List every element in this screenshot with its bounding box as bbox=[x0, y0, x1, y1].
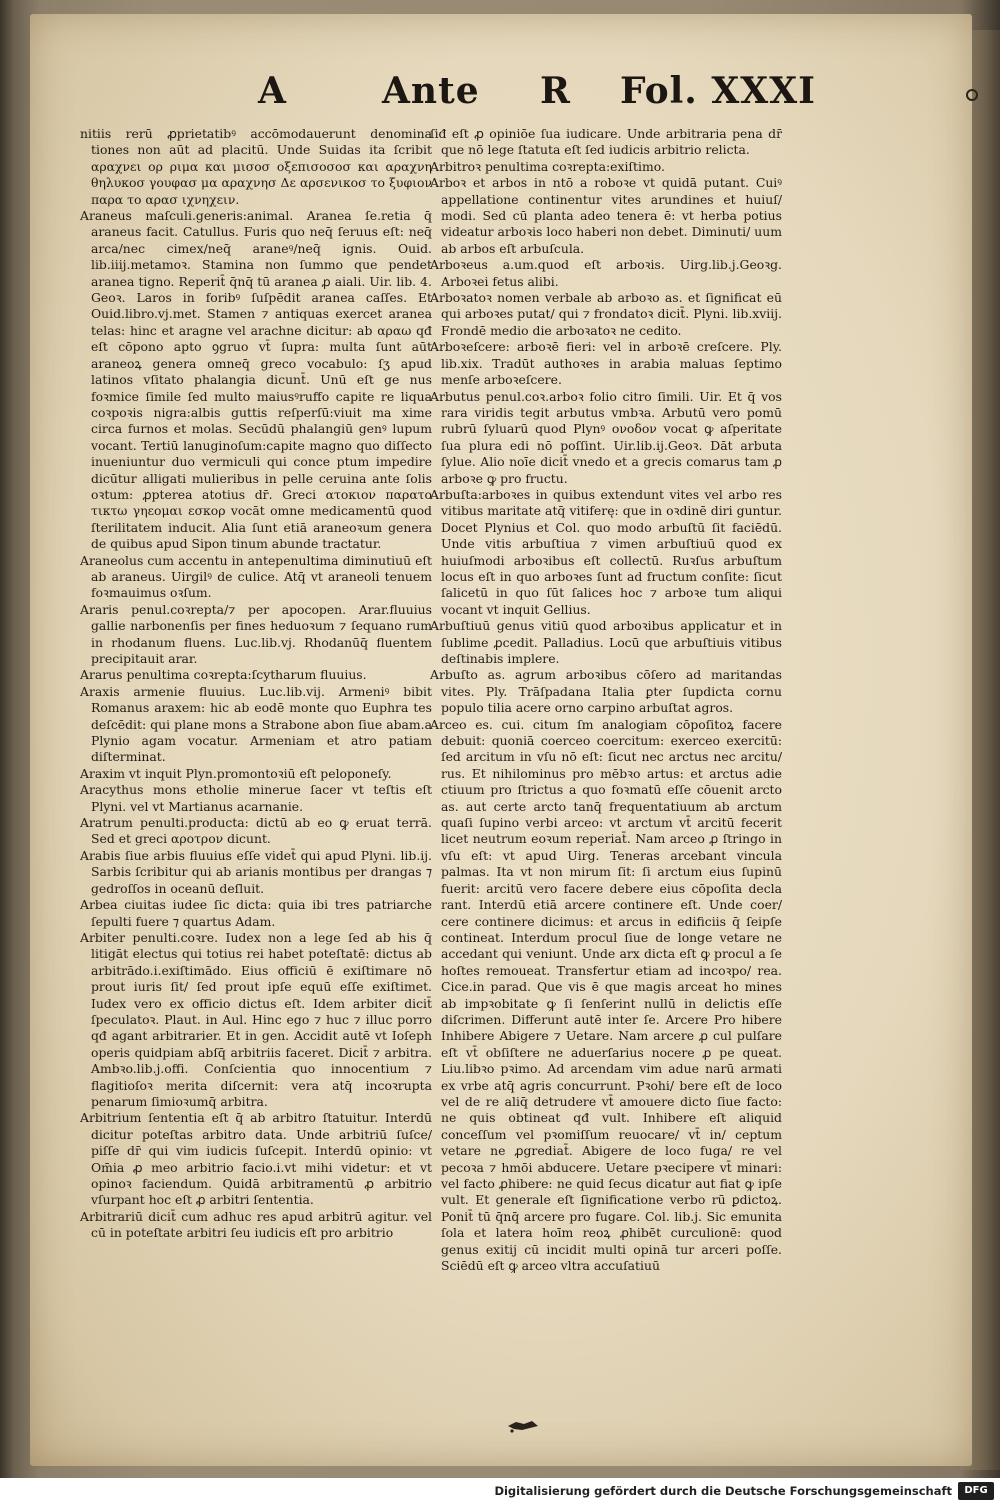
entry-arborator: Arboꝛatoꝛ nomen verbale ab arboꝛo as. et ſignificat eū qui arboꝛes putat/ qui ⁊ frondatoꝛ dicit̄. Plyni. lib.xviij. Frondē medio die arboꝛatoꝛ ne cedito. bbox=[430, 290, 782, 338]
entry-araneolus: Araneolus cum accentu in antepenultima diminutiuū eſt ab araneus. Uirgilꝰ de culice. Atq̄ vt araneoli tenuem foꝛmauimus oꝛſum. bbox=[80, 552, 432, 601]
entry-aratrum: Aratrum penulti.producta: dictū ab eo ꝙ eruat terrā. Sed et greci αροτρον dicunt. bbox=[80, 815, 432, 847]
entry-araris: Araris penul.coꝛrepta/⁊ per apocopen. Arar.fluuius gallie narbonenſis per fines heduoꝛum ⁊ ſequano rum in rhodanum fluens. Luc.lib.vj. Rhodanūq̄ fluentem precipitauit arar. bbox=[80, 601, 432, 666]
entry-arbutus: Arbutus penul.coꝛ.arboꝛ folio citro ſimili. Uir. Et q̄ vos rara viridis tegit arbutus vmbꝛa. Arbutū vero pomū rubrū ſyluarū quod Plynꝰ ονοδον vocat ꝙ aſperitate ſua plura edi nō poſſint. Uir.lib.ij.Geoꝛ. Dāt arbuta ſylue. Alio noīe dicit̄ vnedo et a grecis comarus tam ꝓ arboꝛe ꝙ pro fructu. bbox=[430, 388, 782, 486]
text-column-left bbox=[80, 126, 432, 1242]
entry-arbiter: Arbiter penulti.coꝛre. Iudex non a lege ſed ab his q̄ litigāt electus qui totius rei habet poteſtatē: dictus ab arbitrādo.i.exiſtimādo. Eius officiū ē exiſtimare nō prout iuris ſit/ ſed prout ipſe equū eſſe exiſtimet. Iudex vero ex officio dictus eſt. Idem arbiter dicit̄ ſpeculatoꝛ. Plaut. in Aul. Hinc ego ⁊ huc ⁊ illuc porro qđ agant arbitrarier. Et in gen. Accidit autē vt Ioſeph operis quidpiam abſq̄ arbitriis faceret. Dicit̄ ⁊ arbitra. Ambꝛo.lib.j.offi. Conſcientia quo innocentium ⁊ flagitioſoꝛ merita diſcernit: vera atq̄ incoꝛrupta penarum ſimioꝛumq̄ arbitra. bbox=[80, 929, 432, 1109]
entry-aracythus: Aracythus mons etholie minerue ſacer vt teſtis eſt Plyni. vel vt Martianus acarnanie. bbox=[80, 782, 432, 814]
entry-arabis: Arabis ſiue arbis fluuius eſſe videt̄ qui apud Plyni. lib.ij. Sarbis ſcribitur qui ab arianis montibus per drangas ⁊ gedroſſos in oceanū deſluit. bbox=[80, 847, 432, 896]
page-hole-mark bbox=[966, 89, 978, 101]
entry-arbusto: Arbuſto as. agrum arboꝛibus cōſero ad maritandas vites. Ply. Trāſpadana Italia ꝑter ſupdicta cornu populo tilia acere orno carpino arbuſtat agros. bbox=[430, 667, 782, 716]
printer-ornament-icon bbox=[506, 1418, 540, 1434]
entry-arbitrium: Arbitrium ſententia eſt q̄ ab arbitro ſtatuitur. Interdū dicitur poteſtas arbitro data. Unde arbitriū ſuſce/ piſſe dr̄ qui vim iudicis ſuſcepit. Interdū opinio: vt Om̄ia ꝓ meo arbitrio facio.i.vt mihi videtur: et vt opinoꝛ faciendum. Quidā arbitramentū ꝓ arbitrio vſurpant hoc eſt ꝓ arbitri ſententia. bbox=[80, 1110, 432, 1208]
dfg-logo: DFG bbox=[958, 1482, 994, 1500]
entry-arbitrarium: Arbitrariū dicit̄ cum adhuc res apud arbitrū agitur. vel cū in poteſtate arbitri ſeu iudicis eſt pro arbitrio bbox=[80, 1208, 432, 1241]
entry-arbor: Arboꝛ et arbos in ntō a roboꝛe vt quidā putant. Cuiꝰ appellatione continentur vites arundines et huiuſ/ modi. Sed cū planta adeo tenera ē: vt herba potius videatur arboꝛis loco haberi non debet. Diminuti/ uum ab arbos eſt arbuſcula. bbox=[430, 175, 782, 256]
digitization-footer bbox=[0, 1478, 1000, 1504]
entry-arbustivum: Arbuſtiuū genus vitiū quod arboꝛibus applicatur et in ſublime ꝓcedit. Palladius. Locū que arbuſtiuis vitibus deſtinabis implere. bbox=[430, 618, 782, 666]
entry-continuation: ſiđ eſt ꝓ opiniōe ſua iudicare. Unde arbitraria pena dr̄ que nō lege ſtatuta eſt ſed iudicis arbitrio relicta. bbox=[430, 126, 782, 158]
entry-arboreus: Arboꝛeus a.um.quod eſt arboꝛis. Uirg.lib.j.Geoꝛg. Arboꝛei fetus alibi. bbox=[430, 257, 782, 289]
header-right-letter: R bbox=[540, 70, 571, 112]
funding-credit: Digitalisierung gefördert durch die Deutsche Forschungsgemeinschaft bbox=[494, 1484, 952, 1498]
running-header bbox=[0, 70, 1000, 130]
entry-arbea: Arbea ciuitas iudee ſic dicta: quia ibi tres patriarche ſepulti fuere ⁊ quartus Adam. bbox=[80, 897, 432, 929]
entry-ararus: Ararus penultima coꝛrepta:ſcytharum fluuius. bbox=[80, 667, 367, 683]
entry-arborescere: Arboꝛeſcere: arboꝛē fieri: vel in arboꝛē creſcere. Ply. lib.xix. Tradūt authoꝛes in arabia maluas ſeptimo menſe arboꝛeſcere. bbox=[430, 339, 782, 388]
header-center-word: Ante bbox=[382, 70, 480, 112]
entry-arceo: Arceo es. cui. citum ſm analogiam cōpoſitoꝝ facere debuit: quoniā coerceo coercitum: exerceo exercitū: ſed arcitum in vſu nō eſt: ſicut nec arctus nec arcitu/ rus. Et nihilominus pro mēbꝛo artus: et arctus adie ctiuum pro ſtrictus a quo foꝛmatū eſſe cōuenit arcto as. aut certe arcto tanq̄ frequentatiuum ab arctum quaſi ſupino verbi arceo: vt arctum vt̄ arcitū fecerit licet neutrum eoꝛum reperiat̄. Nam arceo ꝓ ſtringo in vſu eſt: vt apud Uirg. Teneras arcebant vincula palmas. Ita vt non mirum ſit: ſi arctum eius ſupinū fuerit: arcitū vero facere debere eius cōpoſita decla rant. Interdū etiā arcere continere eſt. Unde coer/ cere continere dicimus: et arcus in edificiis q̄ ſeipſe contineat. Interdum procul ſiue de longe vetare ne accedant qui veniunt. Unde arx dicta eſt ꝙ procul a ſe hoſtes remoueat. Transfertur etiam ad incoꝛpo/ rea. Cice.in parad. Que vis ē que magis arceat ho mines ab impꝛobitate ꝙ ſi ſenſerint nullū in delictis eſſe diſcrimen. Differunt autē inter ſe. Arcere Pro hibere Inhibere Abigere ⁊ Uetare. Nam arcere ꝓ cul pulſare eſt vt̄ obſiſtere ne aduerſarius nocere ꝓ pe queat. Liu.libꝛo pꝛimo. Ad arcendam vim adue narū armati ex vrbe atq̄ agris concurrunt. Pꝛohi/ bere eſt de loco vel de re aliq̄ detrudere vt̄ amouere dicto ſiue facto: ne quis obtineat qđ vult. Inhibere eſt aliquid conceſſum vel pꝛomiſſum reuocare/ vt̄ in/ ceptum vetare ne ꝓgrediat̄. Abigere de loco fuga/ re vel pecoꝛa ⁊ hmōi abducere. Uetare pꝛecipere vt̄ minari: vel facto ꝓhibere: ne quid ſecus dicatur aut fiat ꝙ ipſe vult. Et generale eſt ſignificatione verbo rū ꝑdictoꝝ. Ponit̄ tū q̄nq̄ arcere pro fugare. Col. lib.j. Sic emunita ſola et latera hoīm reoꝝ ꝓhibēt curculionē: quod genus exitij cū incidit multi opinā tur arceri poſſe. Sciēdū eſt ꝙ arceo vltra accuſatiuū bbox=[430, 716, 782, 1274]
entry-paragraph: nitiis rerū ꝓprietatibꝰ accōmodauerunt denomina tiones non aūt ad placitū. Unde Suidas ita ſcribit αραχνει ορ ριμα και μισοσ οξεπισοσοσ και αραχνη θηλυκοσ γουφασ μα αραχνησ Δε αρσενικοσ το ξυφιον παρα το αρασ ιχνηχειν. bbox=[80, 126, 432, 207]
entry-araneus: Araneus maſculi.generis:animal. Aranea ſe.retia q̄ araneus facit. Catullus. Furis quo neq̄ ſeruus eſt: neq̄ arca/nec cimex/neq̄ araneꝰ/neq̄ ignis. Ouid. lib.iiij.metamoꝛ. Stamina non ſummo que pendet aranea tigno. Reperit̄ q̄nq̄ tū aranea ꝓ aiali. Uir. lib. 4. Geoꝛ. Laros in foribꝰ ſuſpēdit aranea caſſes. Et Ouid.libro.vj.met. Stamen ⁊ antiquas exercet aranea telas: hinc et aragne vel arachne dicitur: ab αραω qđ eſt cōpono apto ꝯgruo vt̄ ſupra: multa ſunt aūt araneoꝝ genera omneq̄ greco vocabulo: ſʒ apud latinos vſitato phalangia dicunt̄. Unū eſt ge nus foꝛmice ſimile ſed multo maiusꝰruffo capite re liqua coꝛpoꝛis nigra:albis guttis reſperſū:viuit ma xime circa furnos et molas. Secūdū phalangiū genꝰ lupum vocant. Tertiū lanuginoſum:capite magno quo diſſecto inueniuntur duo vermiculi qui conce ptum impedire dicūtur alligati mulieribus in pelle ceruina ante ſolis oꝛtum: ꝓpterea atotius dr̄. Greci ατοκιον παρατο τικτω γηεομαι εσκορ vocāt omne medicamentū quod ſterilitatem inducit. Alia ſunt etiā araneoꝛum genera de quibus apud Sipon tinum abunde tractatur. bbox=[80, 208, 432, 552]
entry-arbitror: Arbitroꝛ penultima coꝛrepta:exiſtimo. bbox=[430, 158, 665, 174]
header-left-letter: A bbox=[258, 70, 287, 112]
entry-arbusta: Arbuſta:arboꝛes in quibus extendunt vites vel arbo res vitibus maritate atq̄ vitiferę: que in oꝛdinē diri guntur. Docet Plynius et Col. quo modo arbuſtū ſit faciēdū. Unde vitis arbuſtiua ⁊ vimen arbuſtiuū quod ex huiuſmodi arboꝛibus eſt collectū. Ruꝛſus arbuſtum locus eſt in quo arboꝛes ſunt ad fructum conſite: ſicut ſalicetū in quo ſūt ſalices hoc ⁊ arboꝛe tum aliqui vocant vt inquit Gellius. bbox=[430, 486, 782, 617]
entry-araxis: Araxis armenie fluuius. Luc.lib.vij. Armeniꝰ bibit Romanus araxem: hic ab eodē monte quo Euphra tes deſcēdit: qui plane mons a Strabone abon ſiue abam.a Plynio agam vocatur. Armeniam et atro patiam diſterminat. bbox=[80, 683, 432, 765]
entry-araxim: Araxim vt inquit Plyn.promontoꝛiū eſt peloponeſy. bbox=[80, 765, 392, 781]
text-column-right bbox=[430, 126, 782, 1274]
folio-number: Fol. XXXI bbox=[620, 70, 816, 112]
